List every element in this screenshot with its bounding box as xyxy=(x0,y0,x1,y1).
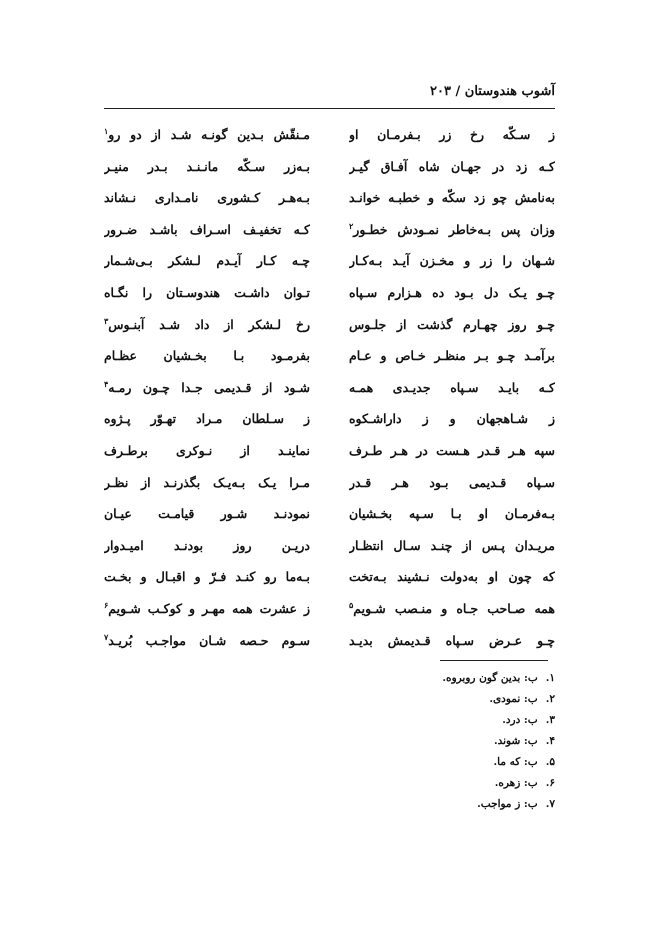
second-hemistich xyxy=(104,124,310,146)
second-hemistich xyxy=(104,503,310,525)
second-hemistich xyxy=(104,598,310,620)
first-hemistich xyxy=(349,472,555,494)
second-hemistich xyxy=(104,250,310,272)
hemistich-text: همه صـاحب جـاه و منـصب شـویم xyxy=(353,601,555,616)
first-hemistich xyxy=(349,314,555,336)
verse-line xyxy=(104,219,555,243)
first-hemistich xyxy=(349,345,555,367)
verse-line xyxy=(104,250,555,274)
verse-line xyxy=(104,314,555,338)
footnote-number: ۷. xyxy=(545,798,555,810)
footnote-marker: ۲ xyxy=(349,220,354,231)
footnote-marker: ۶ xyxy=(104,599,109,610)
hemistich-text: چـو عـرض سـپاه قـدیمش بدیـد xyxy=(349,632,555,648)
footnote-number: ۵. xyxy=(545,756,555,768)
running-header: آشوب هندوستان / ۲۰۳ xyxy=(430,84,555,99)
hemistich-text: برآمـد چـو بـر منظـر خـاص و عـام xyxy=(349,348,555,364)
hemistich-text: ز عشرت همه مهـر و کوکـب شـویم xyxy=(108,601,310,616)
second-hemistich xyxy=(104,219,310,241)
second-hemistich xyxy=(104,440,310,462)
hemistich-text: که چون او به‌دولت نـشیند بـه‌تخت xyxy=(349,569,555,585)
hemistich-text: کـه بایـد سـپاه جدیـدی همـه xyxy=(349,379,555,395)
footnote-number: ۱. xyxy=(545,672,555,684)
footnote-item xyxy=(255,752,555,773)
footnote-text: ب: ز مواجب. xyxy=(477,798,538,810)
hemistich-text: مـنقّش بـدین گونـه شـد از دو رو xyxy=(108,127,310,142)
verse-line xyxy=(104,282,555,306)
verse-line xyxy=(104,503,555,527)
verse-line xyxy=(104,440,555,464)
hemistich-text: چـو روز چهـارم گذشت از جلـوس xyxy=(349,316,555,332)
footnote-number: ۲. xyxy=(545,693,555,705)
hemistich-text: وزان پس بـه‌خاطر نمـودش خطـور xyxy=(353,221,555,237)
footnote-item xyxy=(255,731,555,752)
hemistich-text: کـه تخفیـف اسـراف باشـد ضـرور xyxy=(104,221,310,237)
second-hemistich xyxy=(104,345,310,367)
verse-line xyxy=(104,345,555,369)
first-hemistich xyxy=(349,219,555,241)
second-hemistich xyxy=(104,472,310,494)
hemistich-text: رخ لـشکر از داد شـد آبنـوس xyxy=(108,316,310,332)
footnote-item xyxy=(255,773,555,794)
footnote-divider xyxy=(440,660,548,661)
footnote-marker: ۷ xyxy=(104,631,109,642)
first-hemistich xyxy=(349,250,555,272)
verse-line xyxy=(104,187,555,211)
second-hemistich xyxy=(104,408,310,430)
verse-line xyxy=(104,472,555,496)
verse-line xyxy=(104,535,555,559)
first-hemistich xyxy=(349,566,555,588)
first-hemistich xyxy=(349,377,555,399)
footnote-text: ب: زهره. xyxy=(494,777,538,789)
footnote-marker: ۱ xyxy=(104,125,109,136)
verse-line xyxy=(104,598,555,622)
hemistich-text: به‌نامش چو زد سکّه و خطبـه خوانـد xyxy=(349,190,555,206)
footnote-number: ۳. xyxy=(545,714,555,726)
verse-line xyxy=(104,408,555,432)
verse-line xyxy=(104,566,555,590)
second-hemistich xyxy=(104,630,310,652)
hemistich-text: چـو یـک دل بـود ده هـزارم سـپاه xyxy=(349,285,555,300)
hemistich-text: مـرا یـک بـه‌یـک بگذرنـد از نظـر xyxy=(104,474,310,490)
footnote-number: ۶. xyxy=(545,777,555,789)
verse-line xyxy=(104,156,555,180)
hemistich-text: بـه‌زر سـکّه مانـنـد بـدر منیـر xyxy=(104,158,310,174)
first-hemistich xyxy=(349,440,555,462)
hemistich-text: دریـن روز بودنـد امیـدوار xyxy=(104,537,310,553)
first-hemistich xyxy=(349,535,555,557)
hemistich-text: شـهان را زر و مخـزن آیـد بـه‌کـار xyxy=(349,253,555,269)
second-hemistich xyxy=(104,282,310,304)
hemistich-text: تـوان داشـت هندوسـتان را نگـاه xyxy=(104,285,310,300)
verse-line xyxy=(104,377,555,401)
hemistich-text: نماینـد از نـوکری برطـرف xyxy=(104,443,310,458)
footnote-item xyxy=(255,668,555,689)
first-hemistich xyxy=(349,187,555,209)
verse-line xyxy=(104,630,555,654)
hemistich-text: ز سـلطان مـراد تهـوّر پـژوه xyxy=(104,411,310,427)
footnote-marker: ۳ xyxy=(104,315,109,326)
second-hemistich xyxy=(104,187,310,209)
footnote-text: ب: شوند. xyxy=(493,735,538,747)
footnote-text: ب: نمودی. xyxy=(489,693,538,705)
footnote-marker: ۵ xyxy=(349,599,354,610)
hemistich-text: بـه‌ما رو کنـد فـرّ و اقبـال و بخـت xyxy=(104,569,310,585)
first-hemistich xyxy=(349,124,555,146)
hemistich-text: سـوم حـصه شـان مواجـب بُریـد xyxy=(108,632,310,648)
footnotes xyxy=(255,668,555,815)
hemistich-text: ز شـاهجهان و ز داراشـکوه xyxy=(349,411,555,427)
footnote-text: ب: که ما. xyxy=(493,756,538,768)
verse-line xyxy=(104,124,555,148)
second-hemistich xyxy=(104,535,310,557)
second-hemistich xyxy=(104,566,310,588)
footnote-text: ب: درد. xyxy=(502,714,538,726)
hemistich-text: شـود از قـدیمی جـدا چـون رمـه xyxy=(108,379,310,395)
footnote-item xyxy=(255,689,555,710)
second-hemistich xyxy=(104,314,310,336)
hemistich-text: نمودنـد شـور قیامـت عیـان xyxy=(104,506,310,522)
first-hemistich xyxy=(349,630,555,652)
hemistich-text: بـه‌فرمـان او بـا سـپه بخـشیان xyxy=(349,506,555,522)
hemistich-text: بفرمـود بـا بخـشیان عظـام xyxy=(104,348,310,364)
first-hemistich xyxy=(349,598,555,620)
footnote-text: ب: بدین گون روبروه. xyxy=(442,672,538,684)
first-hemistich xyxy=(349,156,555,178)
header-divider xyxy=(104,108,555,109)
hemistich-text: بـه‌هـر کـشوری نامـداری نـشاند xyxy=(104,190,310,206)
hemistich-text: سـپاه قـدیمی بـود هـر قـدر xyxy=(349,474,555,490)
first-hemistich xyxy=(349,503,555,525)
hemistich-text: ز سـکّه رخ زر بـفرمـان او xyxy=(349,127,555,142)
first-hemistich xyxy=(349,282,555,304)
hemistich-text: سپه هـر قـدر هـست در هـر طـرف xyxy=(349,443,555,458)
footnote-marker: ۴ xyxy=(104,378,109,389)
second-hemistich xyxy=(104,156,310,178)
footnote-item xyxy=(255,710,555,731)
footnote-item xyxy=(255,794,555,815)
footnote-number: ۴. xyxy=(545,735,555,747)
second-hemistich xyxy=(104,377,310,399)
first-hemistich xyxy=(349,408,555,430)
hemistich-text: کـه زد در جهـان شاه آفـاق گیـر xyxy=(349,158,555,174)
hemistich-text: چـه کـار آیـدم لـشکر بـی‌شـمار xyxy=(104,253,310,269)
hemistich-text: مریـدان پـس از چنـد سـال انتظـار xyxy=(349,537,555,553)
